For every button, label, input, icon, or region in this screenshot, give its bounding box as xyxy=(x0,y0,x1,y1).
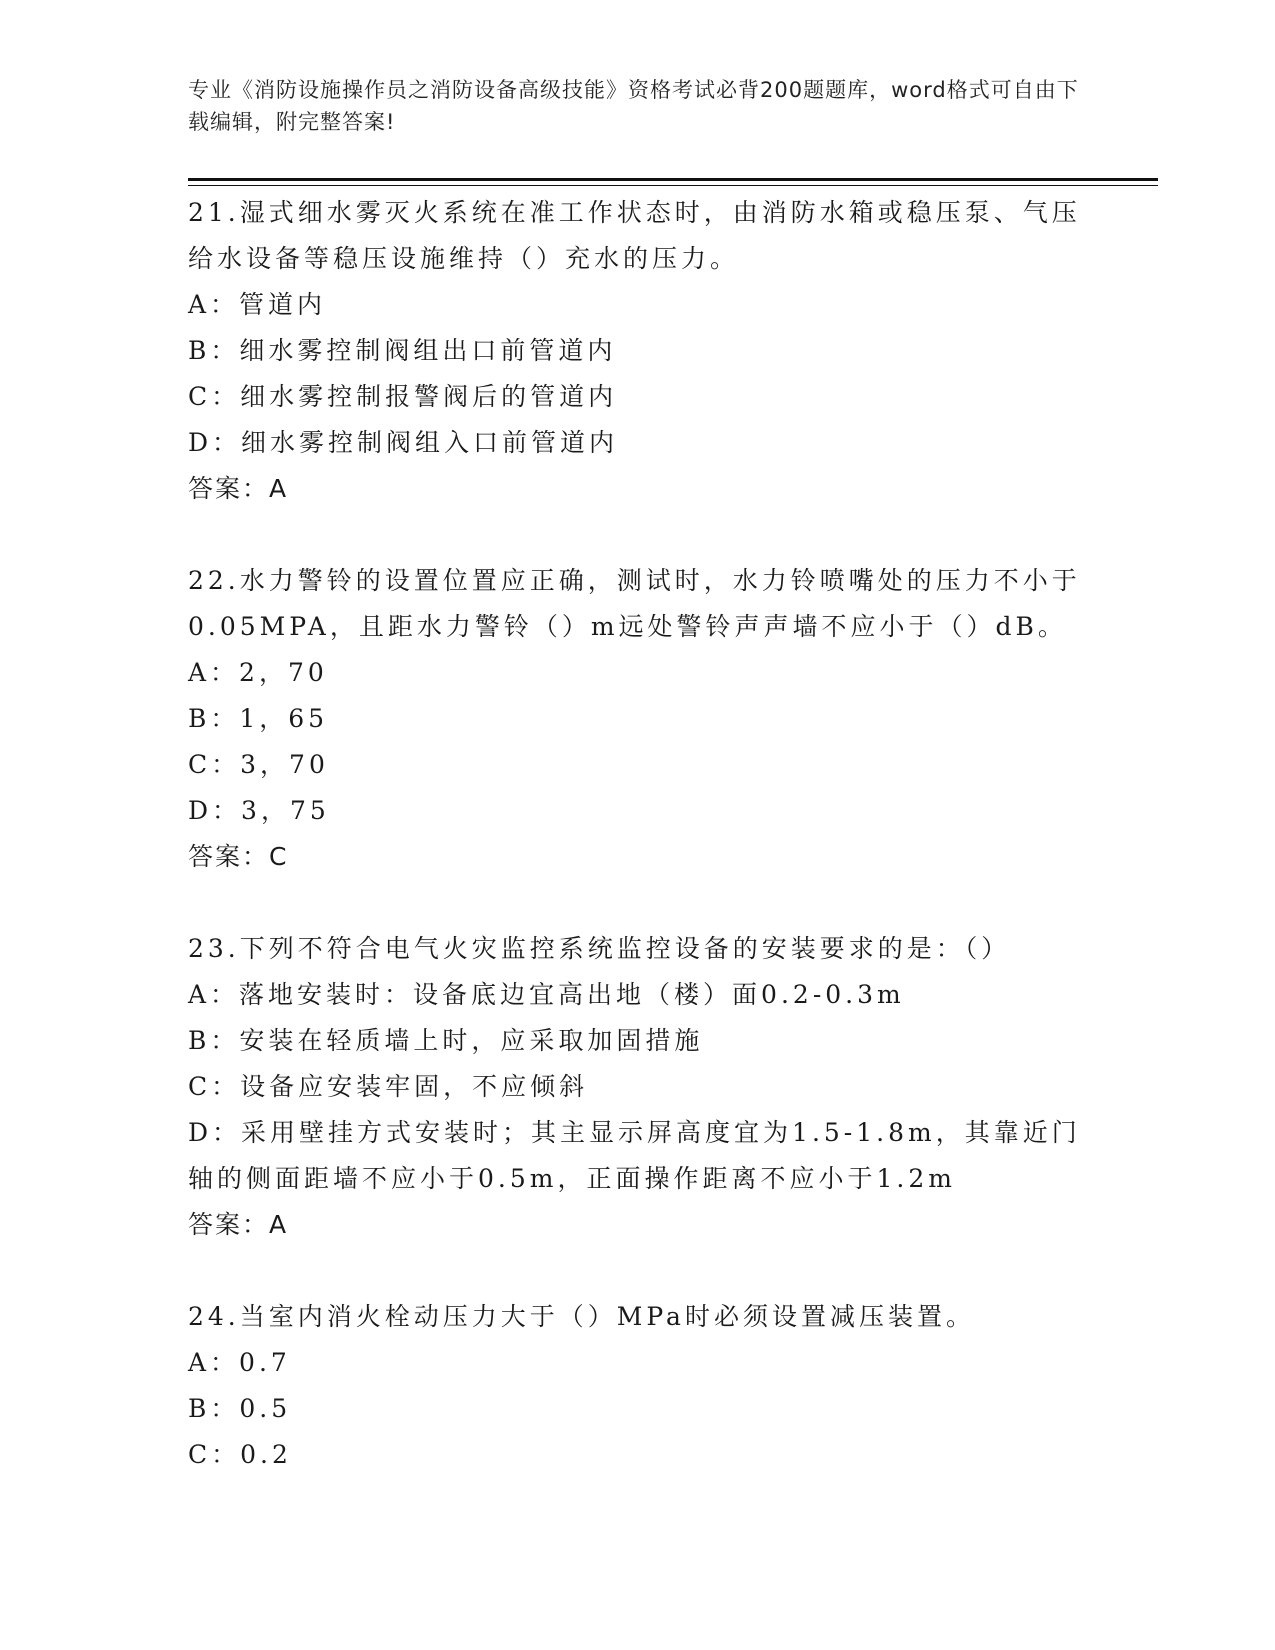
option-c: C：3，70 xyxy=(188,750,329,779)
option-c: C：设备应安装牢固，不应倾斜 xyxy=(188,1072,589,1101)
answer-label: 答案：C xyxy=(188,842,289,871)
question-22 xyxy=(188,558,1088,880)
answer-label: 答案：A xyxy=(188,1210,289,1239)
option-a: A：落地安装时：设备底边宜高出地（楼）面0.2-0.3m xyxy=(188,980,905,1009)
question-list xyxy=(188,190,1088,1524)
header-divider-thick xyxy=(188,178,1158,181)
option-b: B：1，65 xyxy=(188,704,329,733)
question-24 xyxy=(188,1294,1088,1478)
option-d: D：3，75 xyxy=(188,796,330,825)
header-divider-thin xyxy=(188,185,1158,186)
question-23 xyxy=(188,926,1088,1248)
option-b: B：安装在轻质墙上时，应采取加固措施 xyxy=(188,1026,704,1055)
question-stem: 21.湿式细水雾灭火系统在准工作状态时，由消防水箱或稳压泵、气压给水设备等稳压设施维持（）充水的压力。 xyxy=(188,198,1081,273)
option-c: C：0.2 xyxy=(188,1440,292,1469)
option-b: B：细水雾控制阀组出口前管道内 xyxy=(188,336,617,365)
question-stem: 22.水力警铃的设置位置应正确，测试时，水力铃喷嘴处的压力不小于0.05MPA，且距水力警铃（）m远处警铃声声墙不应小于（）dB。 xyxy=(188,566,1081,641)
option-d: D：细水雾控制阀组入口前管道内 xyxy=(188,428,619,457)
question-stem: 24.当室内消火栓动压力大于（）MPa时必须设置减压装置。 xyxy=(188,1302,975,1331)
question-21 xyxy=(188,190,1088,512)
option-d: D：采用壁挂方式安装时；其主显示屏高度宜为1.5-1.8m，其靠近门轴的侧面距墙不应小于0.5m，正面操作距离不应小于1.2m xyxy=(188,1118,1081,1193)
question-stem: 23.下列不符合电气火灾监控系统监控设备的安装要求的是：（） xyxy=(188,934,1011,963)
option-a: A：管道内 xyxy=(188,290,327,319)
option-b: B：0.5 xyxy=(188,1394,292,1423)
option-c: C：细水雾控制报警阀后的管道内 xyxy=(188,382,618,411)
option-a: A：2，70 xyxy=(188,658,328,687)
document-header: 专业《消防设施操作员之消防设备高级技能》资格考试必背200题题库，word格式可自由下载编辑，附完整答案! xyxy=(188,78,1079,134)
answer-label: 答案：A xyxy=(188,474,289,503)
option-a: A：0.7 xyxy=(188,1348,291,1377)
